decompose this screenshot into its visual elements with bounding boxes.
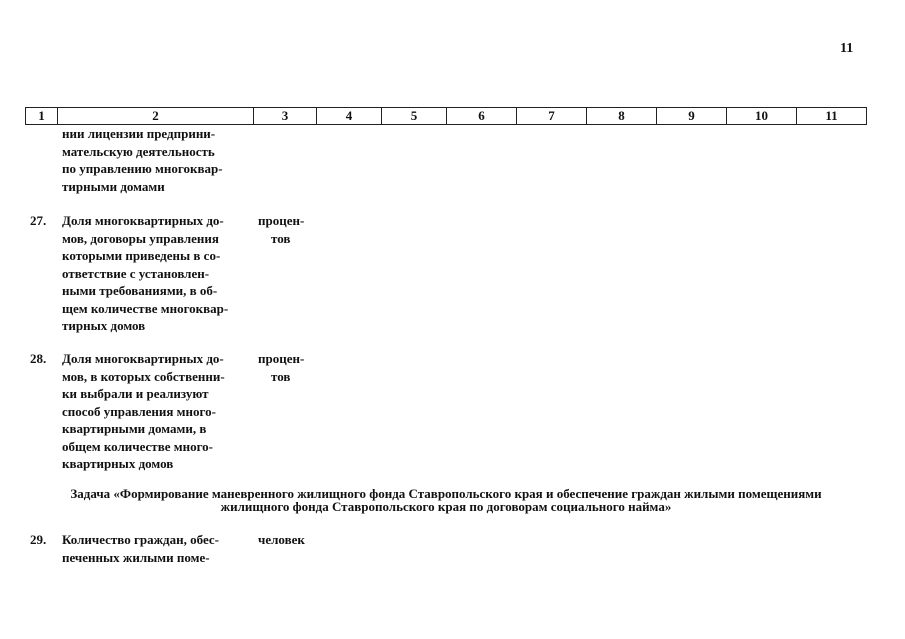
unit-line: процен- — [258, 213, 305, 228]
header-cell: 5 — [382, 108, 447, 124]
row-description — [62, 531, 245, 566]
text-line: щем количестве многоквар- — [62, 300, 229, 316]
text-line: способ управления много- — [62, 403, 216, 419]
continuation-text — [62, 125, 245, 195]
text-line: Доля многоквартирных до- — [62, 351, 224, 366]
task-heading-line: Задача «Формирование маневренного жилищного фонда Ставропольского края и обеспечение граждан жилыми помещениями — [70, 486, 822, 501]
row-description — [62, 350, 245, 473]
row-unit — [258, 212, 314, 247]
text-line: мов, в которых собственни- — [62, 368, 225, 384]
text-line: квартирными домами, в — [62, 421, 207, 436]
text-line: тирных домов — [62, 318, 146, 333]
header-cell: 1 — [26, 108, 58, 124]
row-description — [62, 212, 245, 335]
header-cell: 6 — [447, 108, 517, 124]
unit-line: тов — [271, 368, 291, 384]
header-cell: 7 — [517, 108, 587, 124]
row-unit — [258, 350, 314, 385]
text-line: ки выбрали и реализуют — [62, 386, 209, 401]
header-cell: 11 — [825, 108, 838, 123]
text-line: тирными домами — [62, 178, 165, 194]
text-line: которыми приведены в со- — [62, 248, 221, 263]
header-cell: 10 — [727, 108, 797, 124]
text-line: печенных жилыми поме- — [62, 549, 210, 565]
page-number: 11 — [840, 41, 854, 56]
table-header-row — [25, 107, 867, 125]
text-line: ными требованиями, в об- — [62, 283, 218, 298]
text-line: квартирных домов — [62, 456, 174, 471]
text-line: по управлению многоквар- — [62, 161, 223, 176]
task-heading — [25, 487, 867, 513]
text-line: ответствие с установлен- — [62, 265, 210, 281]
row-unit — [258, 531, 314, 549]
text-line: нии лицензии предприни- — [62, 126, 216, 141]
task-heading-line: жилищного фонда Ставропольского края по договорам социального найма» — [220, 499, 672, 514]
header-cell: 9 — [657, 108, 727, 124]
unit-line: тов — [271, 230, 291, 246]
row-number: 28. — [30, 351, 47, 366]
row-number: 29. — [30, 532, 47, 547]
text-line: Количество граждан, обес- — [62, 532, 219, 547]
text-line: мов, договоры управления — [62, 230, 219, 246]
text-line: мательскую деятельность — [62, 143, 215, 159]
text-line: Доля многоквартирных до- — [62, 213, 224, 228]
row-number: 27. — [30, 213, 47, 228]
unit-line: человек — [258, 532, 305, 547]
header-cell: 3 — [254, 108, 317, 124]
header-cell: 8 — [587, 108, 657, 124]
text-line: общем количестве много- — [62, 438, 213, 454]
header-cell: 2 — [58, 108, 254, 124]
unit-line: процен- — [258, 351, 305, 366]
header-cell: 4 — [317, 108, 382, 124]
